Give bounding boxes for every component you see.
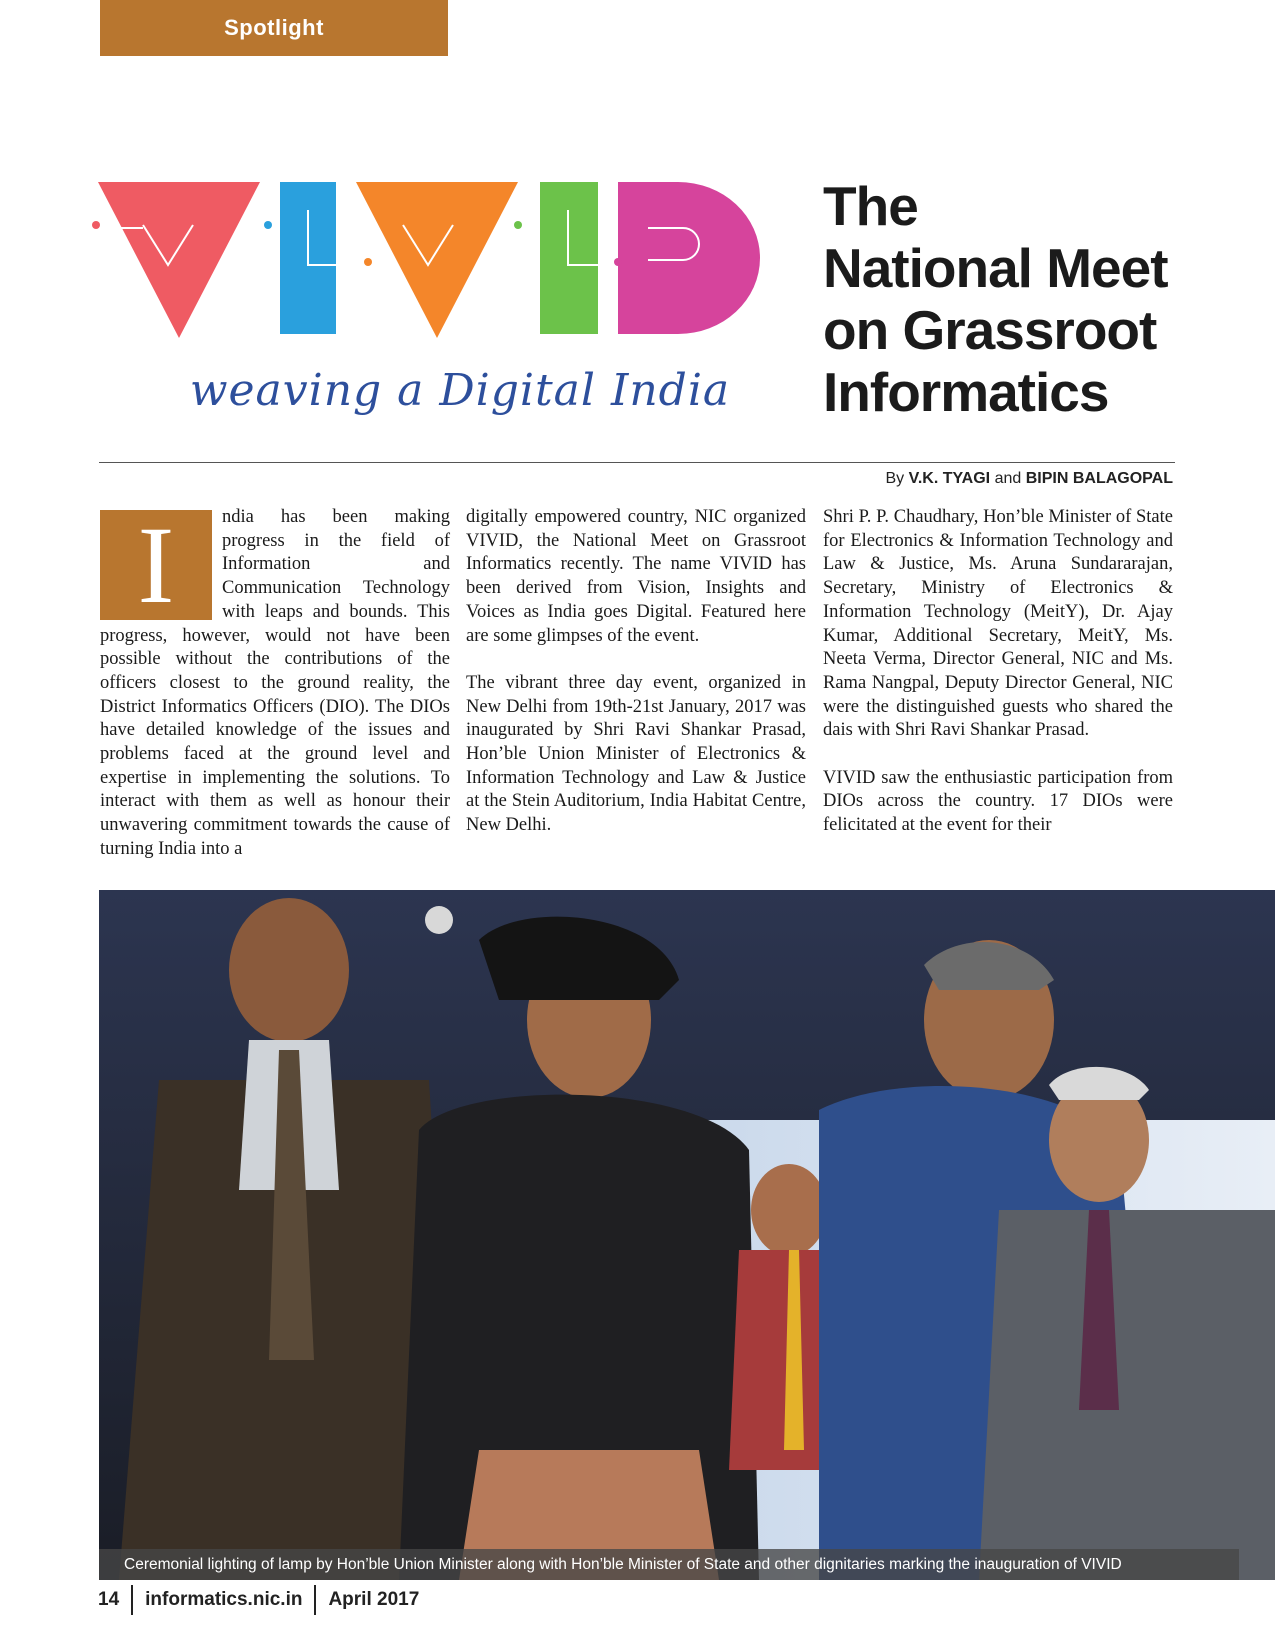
- photo-caption: [99, 1549, 1239, 1580]
- section-label: Spotlight: [224, 15, 324, 40]
- paragraph: ndia has been making progress in the field of Information and Communication Technology with leaps and bounds. This progress, however, would not have been possible without the contributions of the officers closest to the ground reality, the District Informatics Officers (DIO). The DIOs have detailed knowledge of the issues and problems faced at the ground level and expertise in implementing the solutions. To interact with them as well as honour their unwavering commitment towards the cause of turning India into a: [100, 507, 450, 859]
- paragraph: The vibrant three day event, organized in New Delhi from 19th-21st January, 2017 was inaugurated by Shri Ravi Shankar Prasad, Hon’ble Union Minister of Electronics & Information Technology and Law & Justice at the Stein Auditorium, India Habitat Centre, New Delhi.: [466, 672, 806, 836]
- byline-author: BIPIN BALAGOPAL: [1025, 470, 1173, 487]
- paragraph: VIVID saw the enthusiastic participation from DIOs across the country. 17 DIOs were felicitated at the event for their: [823, 767, 1173, 836]
- byline-joiner: and: [994, 470, 1022, 487]
- vivid-logo: [88, 170, 808, 460]
- footer-issue: April 2017: [328, 1589, 420, 1610]
- drop-cap: I: [100, 510, 212, 620]
- article-column-3: [823, 506, 1173, 862]
- byline-author: V.K. TYAGI: [908, 470, 991, 487]
- event-photo: [99, 890, 1275, 1580]
- footer-divider: [131, 1585, 133, 1615]
- title-line: on Grassroot: [823, 299, 1157, 361]
- page-footer: [98, 1585, 419, 1615]
- caption-text: Ceremonial lighting of lamp by Hon’ble Union Minister along with Hon’ble Minister of State and other dignitaries marking the inauguration of VIVID: [124, 1555, 1122, 1573]
- section-tab: [100, 0, 448, 56]
- article-column-1: [100, 506, 450, 885]
- title-divider: [99, 462, 1175, 463]
- title-line: The: [823, 175, 918, 237]
- paragraph: Shri P. P. Chaudhary, Hon’ble Minister of State for Electronics & Information Technology and Law & Justice, Ms. Aruna Sundararajan, Secretary, Ministry of Electronics & Information Technology (MeitY), Dr. Ajay Kumar, Additional Secretary, MeitY, Ms. Neeta Verma, Director General, NIC and Ms. Rama Nangpal, Deputy Director General, NIC were the distinguished guests who shared the dais with Shri Ravi Shankar Prasad.: [823, 507, 1173, 741]
- title-line: Informatics: [823, 361, 1109, 423]
- byline-prefix: By: [885, 470, 905, 487]
- paragraph: digitally empowered country, NIC organized VIVID, the National Meet on Grassroot Informatics recently. The name VIVID has been derived from Vision, Insights and Voices as India goes Digital. Featured here are some glimpses of the event.: [466, 507, 806, 646]
- logo-letter-v2: [356, 182, 518, 338]
- page-number: 14: [98, 1589, 120, 1610]
- footer-divider: [314, 1585, 316, 1615]
- article-column-2: [466, 506, 806, 862]
- byline: [885, 470, 1173, 488]
- footer-site: informatics.nic.in: [145, 1589, 303, 1610]
- logo-tagline: weaving a Digital India: [189, 365, 731, 416]
- logo-letter-v1: [98, 182, 260, 338]
- article-title: [823, 175, 1263, 423]
- title-line: National Meet: [823, 237, 1168, 299]
